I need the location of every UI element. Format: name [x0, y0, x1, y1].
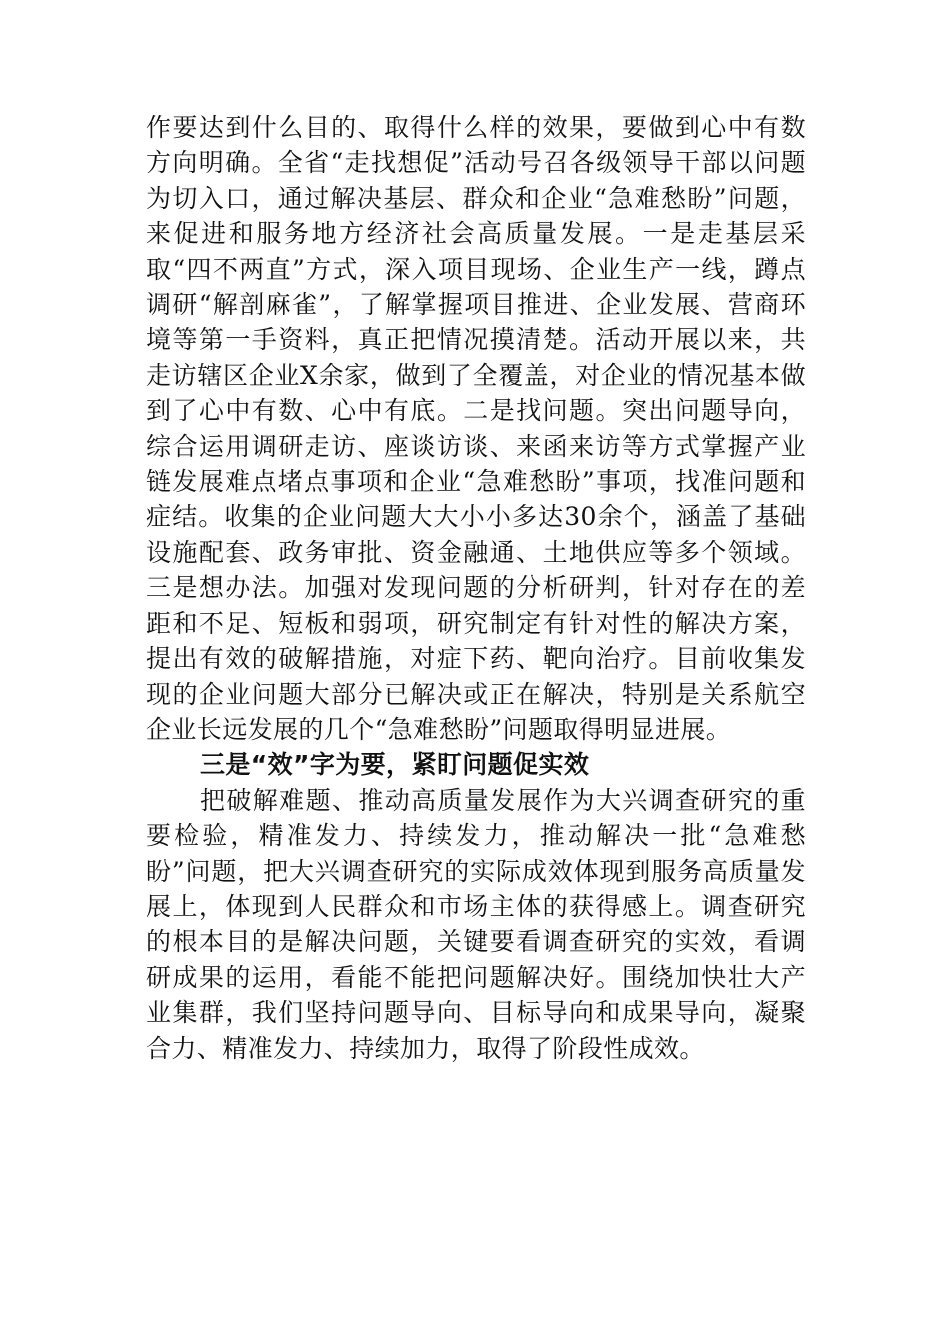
body-paragraph: 把破解难题、推动高质量发展作为大兴调查研究的重要检验，精准发力、持续发力，推动解决一批“急难愁盼”问题，把大兴调查研究的实际成效体现到服务高质量发展上，体现到人民群众和市场主体的获得感上。调查研究的根本目的是解决问题，关键要看调查研究的实效，看调研成果的运用，看能不能把问题解决好。围绕加快壮大产业集群，我们坚持问题导向、目标导向和成果导向，凝聚合力、精准发力、持续加力，取得了阶段性成效。	[146, 785, 806, 1063]
document-body	[146, 110, 806, 1066]
body-paragraph: 作要达到什么目的、取得什么样的效果，要做到心中有数方向明确。全省“走找想促”活动号召各级领导干部以问题为切入口，通过解决基层、群众和企业“急难愁盼”问题，来促进和服务地方经济社会高质量发展。一是走基层采取“四不两直”方式，深入项目现场、企业生产一线，蹲点调研“解剖麻雀”，了解掌握项目推进、企业发展、营商环境等第一手资料，真正把情况摸清楚。活动开展以来，共走访辖区企业X余家，做到了全覆盖，对企业的情况基本做到了心中有数、心中有底。二是找问题。突出问题导向，综合运用调研走访、座谈访谈、来函来访等方式掌握产业链发展难点堵点事项和企业“急难愁盼”事项，找准问题和症结。收集的企业问题大大小小多达30余个，涵盖了基础设施配套、政务审批、资金融通、土地供应等多个领域。三是想办法。加强对发现问题的分析研判，针对存在的差距和不足、短板和弱项，研究制定有针对性的解决方案，提出有效的破解措施，对症下药、靶向治疗。目前收集发现的企业问题大部分已解决或正在解决，特别是关系航空企业长远发展的几个“急难愁盼”问题取得明显进展。	[146, 113, 806, 744]
section-heading: 三是“效”字为要，紧盯问题促实效	[200, 750, 590, 780]
